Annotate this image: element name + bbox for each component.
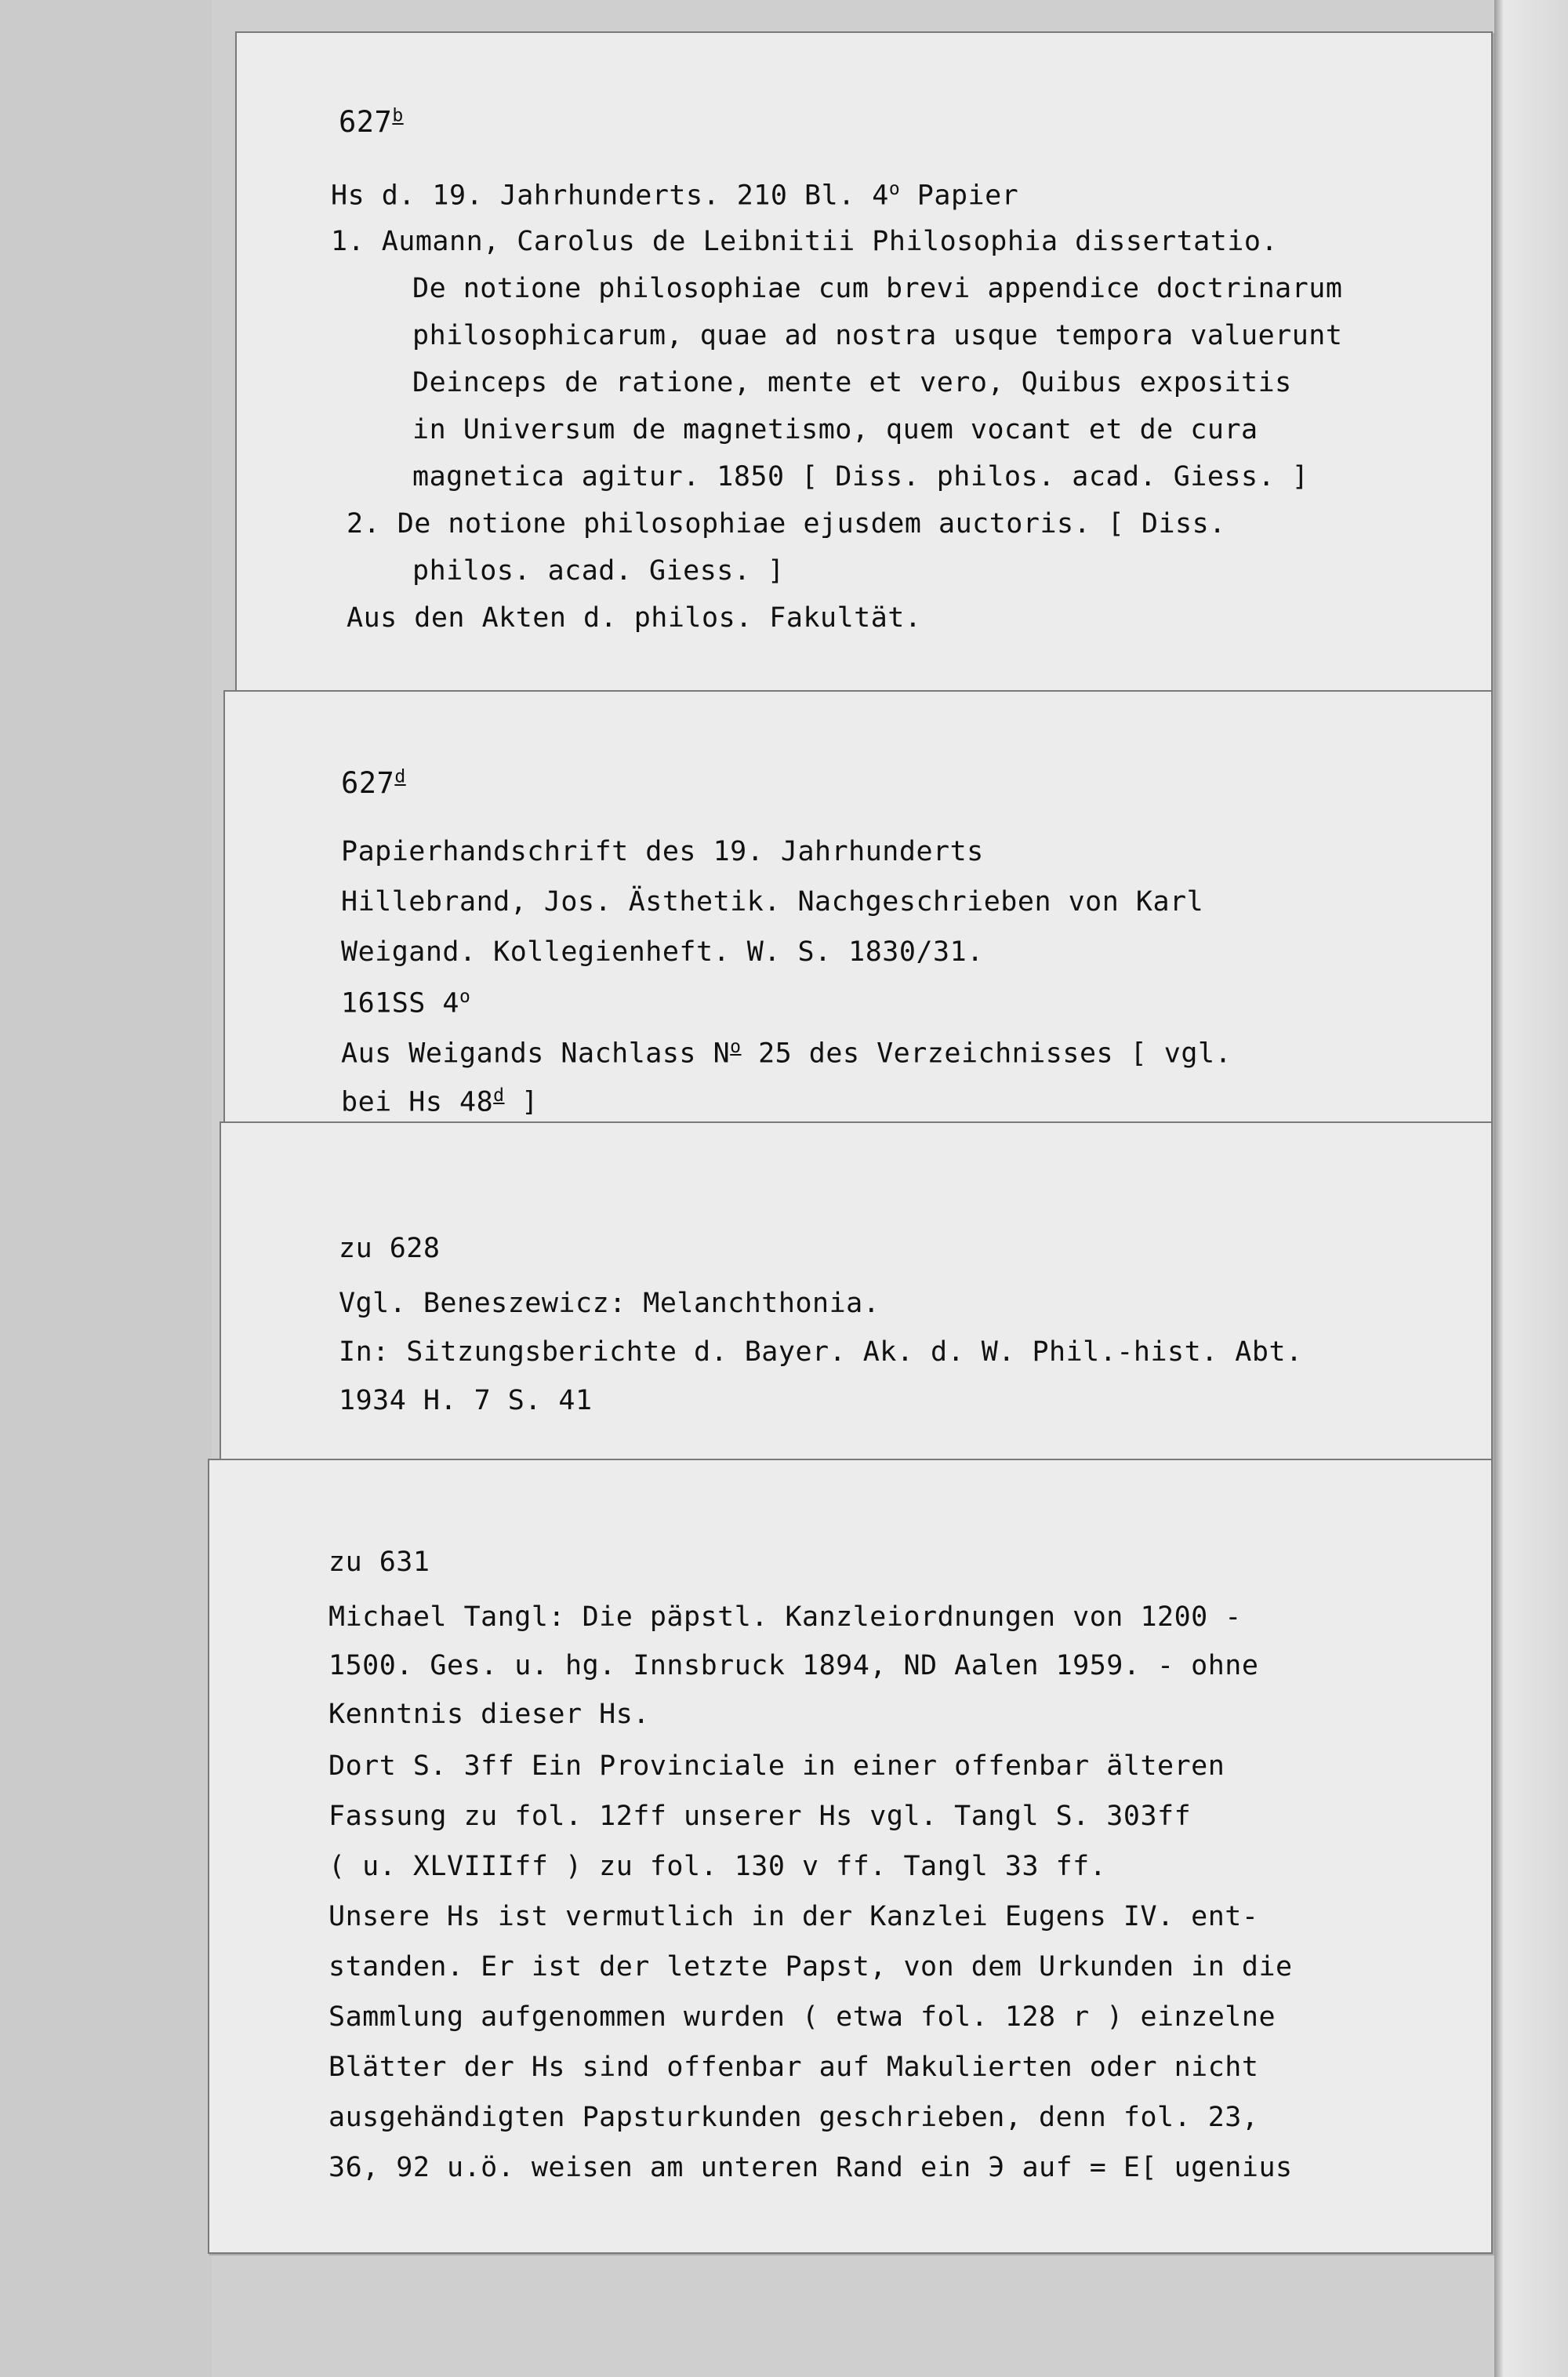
text-line: ( u. XLVIIIff ) zu fol. 130 v ff. Tangl 33 ff.: [328, 1851, 1107, 1882]
text-line: Blätter der Hs sind offenbar auf Makulierten oder nicht: [328, 2052, 1259, 2083]
background-strip-right: [1494, 0, 1568, 2377]
text-line: Papierhandschrift des 19. Jahrhunderts: [341, 836, 984, 867]
text-line: Weigand. Kollegienheft. W. S. 1830/31.: [341, 936, 984, 968]
text-line: ausgehändigten Papsturkunden geschrieben, denn fol. 23,: [328, 2102, 1259, 2133]
text-line: Sammlung aufgenommen wurden ( etwa fol. 128 r ) einzelne: [328, 2001, 1276, 2033]
text-line: Hillebrand, Jos. Ästhetik. Nachgeschrieben von Karl: [341, 886, 1204, 918]
text-line: Aus Weigands Nachlass $N^o$ 25 des Verzeichnisses [ vgl.: [341, 1037, 1232, 1070]
text-line: 36, 92 u.ö. weisen am unteren Rand ein Э auf = E[ ugenius: [328, 2152, 1293, 2183]
text-line: philosophicarum, quae ad nostra usque tempora valuerunt: [412, 320, 1343, 351]
entry-heading: zu 631: [328, 1547, 430, 1578]
text-line: philos. acad. Giess. ]: [412, 555, 785, 587]
text-line: Michael Tangl: Die päpstl. Kanzleiordnungen von 1200 -: [328, 1601, 1242, 1633]
entry-number: 627$^d$: [341, 766, 406, 800]
text-line: magnetica agitur. 1850 [ Diss. philos. acad. Giess. ]: [412, 461, 1309, 492]
entry-number: 627$^b$: [339, 105, 404, 139]
text-line: 1500. Ges. u. hg. Innsbruck 1894, ND Aalen 1959. - ohne: [328, 1650, 1259, 1681]
catalog-card-zu-631: [208, 1459, 1493, 2254]
text-line: 2. De notione philosophiae ejusdem auctoris. [ Diss.: [347, 508, 1226, 540]
text-line: In: Sitzungsberichte d. Bayer. Ak. d. W. Phil.-hist. Abt.: [339, 1336, 1303, 1368]
text-line: Kenntnis dieser Hs.: [328, 1699, 650, 1730]
text-line: 161SS 4$^o$: [341, 987, 471, 1019]
text-line: Unsere Hs ist vermutlich in der Kanzlei Eugens IV. ent-: [328, 1901, 1259, 1932]
background-strip-left: [0, 0, 212, 2377]
text-line: standen. Er ist der letzte Papst, von dem Urkunden in die: [328, 1951, 1293, 1983]
text-line: Vgl. Beneszewicz: Melanchthonia.: [339, 1288, 880, 1319]
text-line: Aus den Akten d. philos. Fakultät.: [347, 602, 922, 634]
text-line: Fassung zu fol. 12ff unserer Hs vgl. Tangl S. 303ff: [328, 1801, 1192, 1832]
text-line: Dort S. 3ff Ein Provinciale in einer offenbar älteren: [328, 1750, 1225, 1782]
catalog-card-zu-628: [220, 1121, 1493, 1485]
text-line: 1934 H. 7 S. 41: [339, 1385, 593, 1416]
text-line: in Universum de magnetismo, quem vocant et de cura: [412, 414, 1258, 445]
catalog-card-627b: [235, 31, 1493, 709]
text-line: De notione philosophiae cum brevi appendice doctrinarum: [412, 273, 1343, 304]
text-line: 1. Aumann, Carolus de Leibnitii Philosophia dissertatio.: [331, 226, 1279, 257]
text-line: Hs d. 19. Jahrhunderts. 210 Bl. 4$^o$ Papier: [331, 179, 1019, 212]
text-line: Deinceps de ratione, mente et vero, Quibus expositis: [412, 367, 1292, 398]
entry-heading: zu 628: [339, 1233, 441, 1264]
text-line: bei Hs 48$^d$ ]: [341, 1085, 539, 1118]
